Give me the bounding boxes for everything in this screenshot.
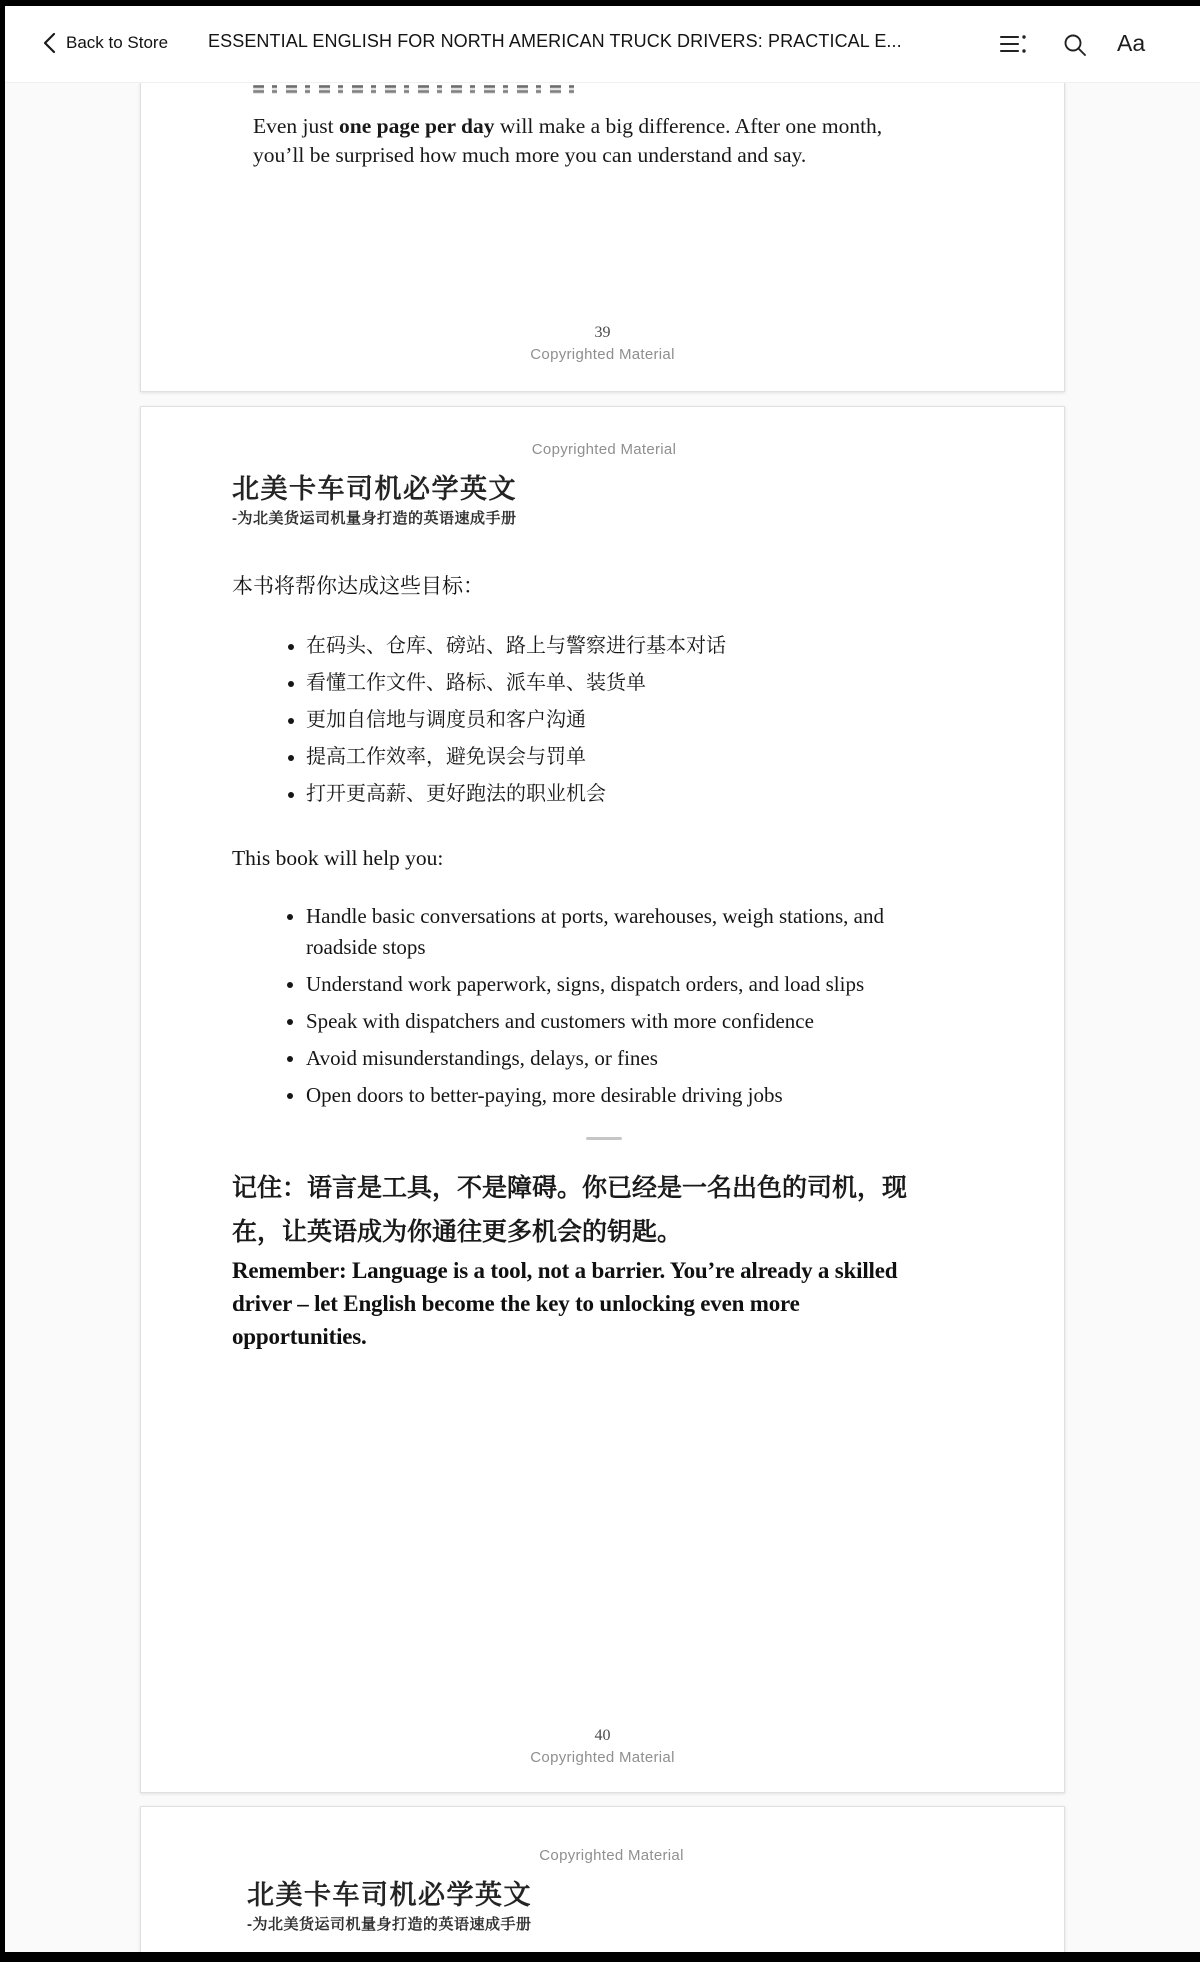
- reader-toolbar: [5, 6, 1200, 83]
- goals-list-zh: [232, 632, 976, 808]
- list-item: • Handle basic conversations at ports, warehouses, weigh stations, and roadside stops: [306, 901, 912, 963]
- copyright-notice: Copyrighted Material: [530, 346, 675, 363]
- back-to-store-label: Back to Store: [66, 33, 169, 52]
- chapter-title-zh: 北美卡车司机必学英文: [232, 474, 517, 504]
- reminder-paragraph-en: Remember: Language is a tool, not a barrier. You’re already a skilled driver – let English become the key to unlocking even more opportunities.: [232, 1258, 898, 1349]
- copyright-notice: Copyrighted Material: [530, 1749, 675, 1766]
- chevron-left-icon: [43, 32, 56, 54]
- help-list-en: [232, 901, 912, 1111]
- list-item: • Speak with dispatchers and customers with more confidence: [306, 1006, 912, 1037]
- list-item: • Open doors to better-paying, more desirable driving jobs: [306, 1080, 912, 1111]
- list-item: • Avoid misunderstandings, delays, or fines: [306, 1043, 912, 1074]
- page39-paragraph: [253, 112, 901, 170]
- search-icon: [1061, 31, 1088, 58]
- list-item: • 更加自信地与调度员和客户沟通: [306, 706, 976, 734]
- page39-footer: [141, 324, 1064, 363]
- page-card-40: [140, 406, 1065, 1793]
- copyright-notice: Copyrighted Material: [531, 441, 677, 458]
- paragraph-bold-text: one page per day: [339, 114, 495, 138]
- page-number: 40: [594, 1727, 611, 1744]
- reader-screen: [5, 6, 1200, 1952]
- list-item: • 提高工作效率，避免误会与罚单: [306, 743, 976, 771]
- list-item: • Understand work paperwork, signs, dispatch orders, and load slips: [306, 969, 912, 1000]
- list-item: • 看懂工作文件、路标、派车单、装货单: [306, 669, 976, 697]
- page-card-39: [140, 82, 1065, 392]
- chapter-title-zh: 北美卡车司机必学英文: [247, 1880, 532, 1910]
- contents-list-icon: [998, 29, 1028, 59]
- page-number: 39: [594, 324, 611, 341]
- book-title: ESSENTIAL ENGLISH FOR NORTH AMERICAN TRUCK DRIVERS: PRACTICAL E...: [208, 31, 902, 51]
- goals-heading-zh: 本书将帮你达成这些目标：: [232, 574, 484, 598]
- paragraph-text: Even just: [253, 114, 339, 138]
- paragraph-text: will make a big difference. After one month, you’ll be surprised how much more you can understand and say.: [253, 114, 883, 167]
- chapter-subtitle-zh: -为北美货运司机量身打造的英语速成手册: [232, 510, 517, 527]
- page40-footer: [141, 1727, 1064, 1766]
- chapter-subtitle-zh: -为北美货运司机量身打造的英语速成手册: [247, 1916, 532, 1933]
- list-item: • 在码头、仓库、磅站、路上与警察进行基本对话: [306, 632, 976, 660]
- back-to-store-button[interactable]: [43, 28, 168, 58]
- list-item: • 打开更高薪、更好跑法的职业机会: [306, 780, 976, 808]
- text-appearance-button[interactable]: Aa: [1117, 30, 1146, 56]
- contents-list-button[interactable]: [997, 28, 1029, 60]
- reminder-paragraph-zh: 记住：语言是工具，不是障碍。你已经是一名出色的司机，现在，让英语成为你通往更多机会的钥匙。: [232, 1174, 908, 1246]
- clipped-text-fragment: [253, 85, 583, 94]
- copyright-notice: Copyrighted Material: [539, 1847, 684, 1864]
- page-card-41: [140, 1806, 1065, 1952]
- search-button[interactable]: [1058, 28, 1090, 60]
- help-heading-en: This book will help you:: [232, 846, 444, 870]
- section-divider: [586, 1137, 622, 1140]
